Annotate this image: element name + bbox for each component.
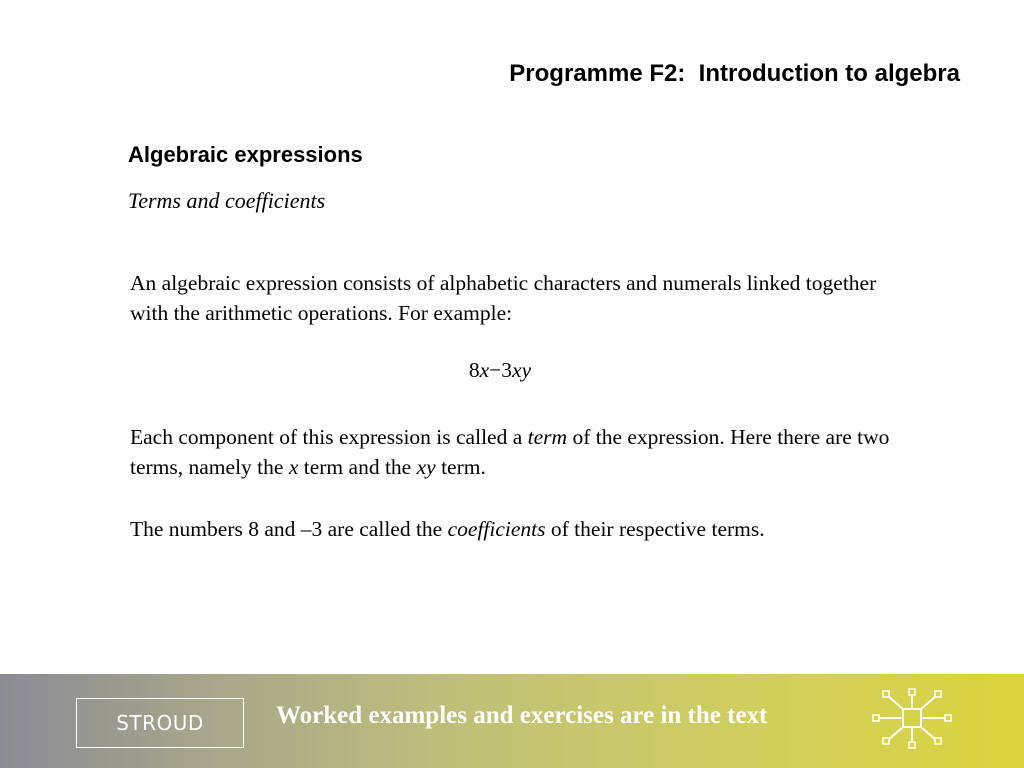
coefficient-2: 3 bbox=[501, 358, 513, 382]
example-expression bbox=[0, 358, 1000, 383]
terms-paragraph bbox=[130, 422, 910, 482]
section-heading: Algebraic expressions bbox=[128, 142, 363, 167]
coefficients-paragraph bbox=[130, 514, 910, 544]
coefficients-text-2: of their respective terms. bbox=[545, 517, 765, 541]
network-node-icon bbox=[872, 688, 952, 750]
xy-emphasis: xy bbox=[416, 455, 436, 479]
terms-text-3: term and the bbox=[298, 455, 417, 479]
intro-paragraph: An algebraic expression consists of alphabetic characters and numerals linked together with the arithmetic operations. For example: bbox=[130, 271, 877, 325]
variable-2: xy bbox=[512, 358, 532, 382]
coefficients-emphasis: coefficients bbox=[447, 517, 546, 541]
variable-1: x bbox=[479, 358, 490, 382]
coefficients-text-1: The numbers 8 and –3 are called the bbox=[130, 517, 448, 541]
term-emphasis: term bbox=[527, 425, 568, 449]
brand-logo bbox=[76, 698, 244, 748]
coefficient-1: 8 bbox=[468, 358, 480, 382]
terms-text-2: of the expression. Here there are two terms, namely the bbox=[130, 425, 890, 479]
x-emphasis: x bbox=[288, 455, 299, 479]
operator: − bbox=[489, 358, 502, 382]
terms-text-4: term. bbox=[435, 455, 486, 479]
footer-message: Worked examples and exercises are in the text bbox=[276, 702, 768, 729]
page-title: Programme F2: Introduction to algebra bbox=[509, 60, 960, 87]
footer-bar bbox=[0, 674, 1024, 768]
brand-label: STROUD bbox=[116, 711, 204, 735]
subheading: Terms and coefficients bbox=[128, 188, 326, 213]
terms-text-1: Each component of this expression is called a bbox=[130, 425, 528, 449]
